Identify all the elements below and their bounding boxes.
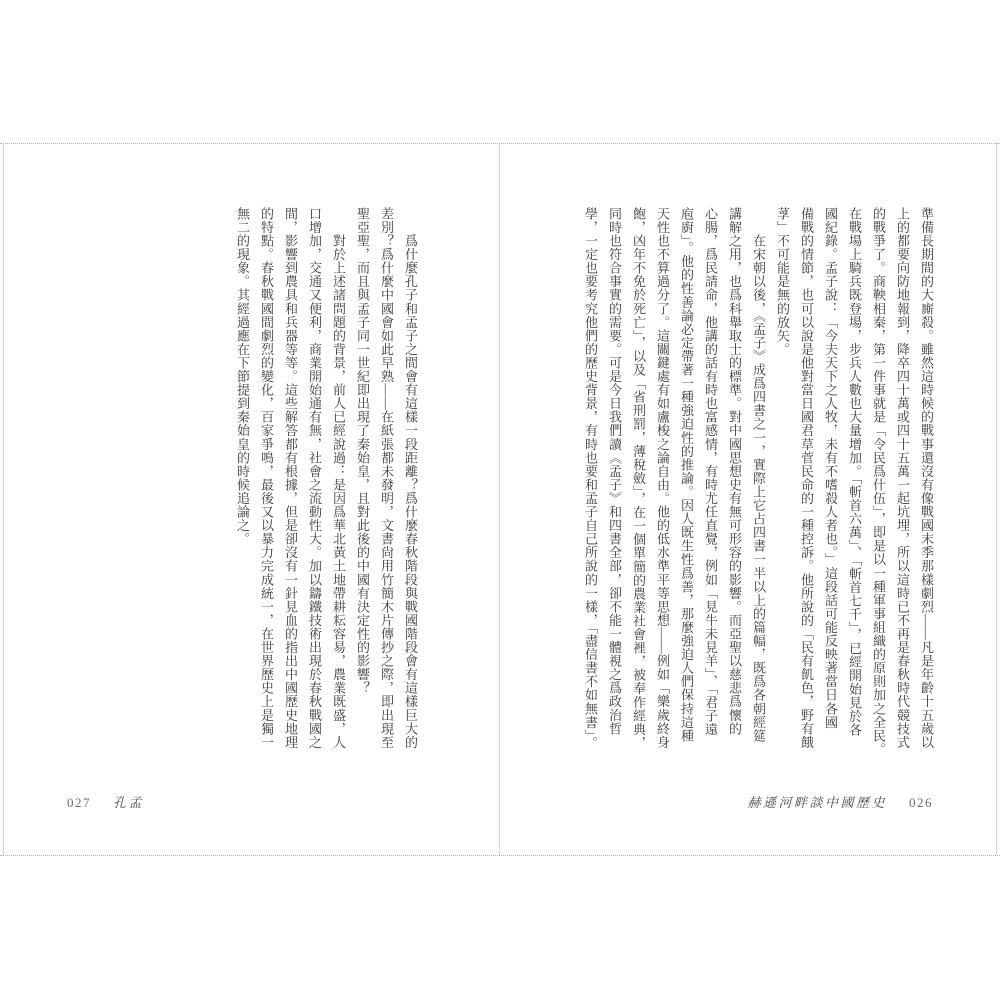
page-divider bbox=[499, 143, 500, 855]
text-column: 天性也不算過分了。這關鍵處有如盧梭之論自由。他的低水準平等思想——例如「樂歲終身 bbox=[655, 207, 670, 749]
spread-border-bottom bbox=[0, 855, 1000, 856]
text-column: 在戰場上騎兵既登場，步兵人數也大量增加。「斬首六萬」、「斬首七千」，已經開始見於各 bbox=[847, 207, 862, 737]
text-column: 無二的現象。其經過應在下節提到秦始皇的時候追論之。 bbox=[235, 207, 250, 546]
text-column: 莩」不可能是無的放矢。 bbox=[775, 207, 790, 357]
spread-border-left bbox=[3, 143, 4, 855]
text-column: 對於上述諸問題的背景，前人已經說過：是因爲華北黃土地帶耕耘容易，農業既盛，人 bbox=[331, 207, 346, 749]
text-column: 在宋朝以後，《孟子》成爲四書之一，實際上它占四書一半以上的篇幅，既爲各朝經筵 bbox=[751, 207, 766, 743]
text-column: 的特點。春秋戰國間劇烈的變化，百家爭鳴，最後又以暴力完成統一，在世界歷史上是獨一 bbox=[259, 207, 274, 749]
text-column: 國紀錄。孟子說：「今夫天下之人牧，未有不嗜殺人者也。」這段話可能反映著當日各國 bbox=[823, 207, 838, 729]
text-column: 爲什麼孔子和孟子之間會有這樣一段距離？爲什麼春秋階段與戰國階段會有這樣巨大的 bbox=[403, 207, 418, 749]
text-column: 飽，凶年不免於死亡」，以及「省刑罰，薄稅斂」，在一個單簡的農業社會裡，被奉作經典， bbox=[631, 207, 646, 750]
left-page-number: 027 bbox=[67, 795, 91, 810]
chapter-title: 孔孟 bbox=[113, 795, 145, 810]
text-column: 口增加，交通又便利，商業開始通有無，社會之流動性大。加以鑄鐵技術出現於春秋戰國之 bbox=[307, 207, 322, 749]
left-page-text bbox=[225, 207, 417, 759]
text-column: 講解之用，也爲科舉取士的標準。對中國思想史有無可形容的影響。而亞聖以慈悲爲懷的 bbox=[727, 207, 742, 736]
right-page-number: 026 bbox=[909, 795, 933, 810]
text-column: 庖廚」。他的性善論必定帶著一種強迫性的推論。因人既生性爲善，那麼強迫人們保持這種 bbox=[679, 207, 694, 743]
text-column: 差別？爲什麼中國會如此早熟——在紙張都未發明，文書尙用竹簡木片傳抄之際，即出現至 bbox=[379, 207, 394, 749]
right-page-text bbox=[573, 207, 933, 759]
text-column: 心腸，爲民請命，他講的話有時也富感情，有時尤任直覺，例如「見牛未見羊」、「君子遠 bbox=[703, 207, 718, 736]
text-column: 學，一定也要考究他們的歷史背景，有時也要和孟子自己所說的一樣，「盡信書不如無書」。 bbox=[583, 207, 598, 750]
text-column: 上的都要向防地報到，降卒四十萬或四十五萬一起坑埋，所以這時已不再是春秋時代競技式 bbox=[895, 207, 910, 749]
left-page-footer bbox=[67, 792, 144, 811]
spread-border-top bbox=[0, 143, 1000, 144]
text-column: 間，影響到農具和兵器等等。這些解答都有根據，但是卻沒有一針見血的指出中國歷史地理 bbox=[283, 207, 298, 749]
book-title: 赫遜河畔談中國歷史 bbox=[747, 795, 887, 810]
text-column: 同時也符合事實的需要。可是今日我們讀《孟子》和四書全部，卻不能一體視之爲政治哲 bbox=[607, 207, 622, 736]
text-column: 的戰爭了。商鞅相秦，第一件事就是「令民爲什伍」，即是以一種軍事組織的原則加之全民。 bbox=[871, 207, 886, 757]
text-column: 聖亞聖，而且與孟子同一世紀即出現了秦始皇，且對此後的中國有決定性的影響？ bbox=[355, 207, 370, 695]
right-page-footer bbox=[747, 792, 933, 811]
text-column: 備戰的情節，也可以說是他對當日國君草菅民命的一種控訴。他所說的「民有飢色，野有餓 bbox=[799, 207, 814, 749]
spread-border-right bbox=[996, 143, 997, 855]
text-column: 準備長期間的大廝殺。雖然這時候的戰事還沒有像戰國末季那樣劇烈——凡是年齡十五歲以 bbox=[919, 207, 934, 749]
